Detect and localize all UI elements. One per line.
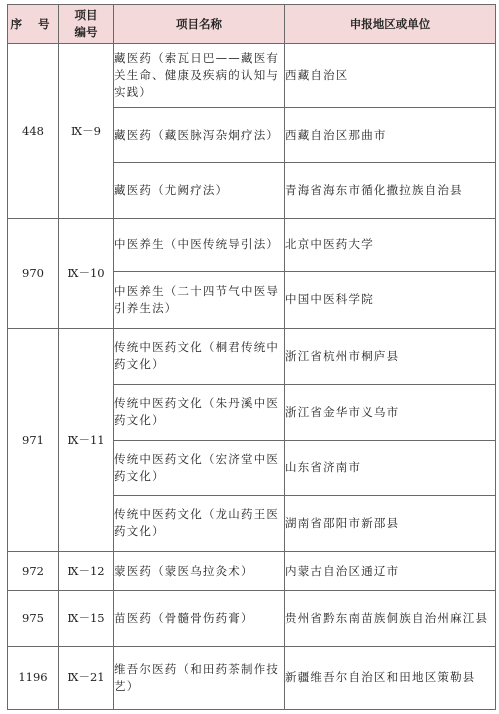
header-code: 项目编号: [59, 5, 114, 44]
project-name-cell: 藏医药（藏医脉泻杂炯疗法）: [114, 108, 285, 163]
project-name-cell: 传统中医药文化（龙山药王医药文化）: [114, 495, 285, 552]
project-name-cell: 传统中医药文化（桐君传统中药文化）: [114, 328, 285, 384]
code-cell: Ⅸ－15: [59, 590, 114, 646]
code-cell: Ⅸ－10: [59, 219, 114, 329]
region-cell: 浙江省杭州市桐庐县: [285, 328, 496, 384]
code-cell: Ⅸ－21: [59, 646, 114, 709]
project-name-cell: 传统中医药文化（宏济堂中医药文化）: [114, 440, 285, 495]
region-cell: 新疆维吾尔自治区和田地区策勒县: [285, 646, 496, 709]
seq-cell: 971: [8, 328, 59, 552]
project-name-cell: 蒙医药（蒙医乌拉灸术）: [114, 552, 285, 590]
region-cell: 内蒙古自治区通辽市: [285, 552, 496, 590]
header-region: 申报地区或单位: [285, 5, 496, 44]
table-row: [8, 646, 496, 709]
table-header-row: [8, 5, 496, 44]
table-row: [8, 219, 496, 272]
project-name-cell: 藏医药（尤阙疗法）: [114, 163, 285, 219]
region-cell: 贵州省黔东南苗族侗族自治州麻江县: [285, 590, 496, 646]
project-name-cell: 传统中医药文化（朱丹溪中医药文化）: [114, 384, 285, 440]
table-row: [8, 44, 496, 108]
project-name-cell: 藏医药（索瓦日巴——藏医有关生命、健康及疾病的认知与实践）: [114, 44, 285, 108]
header-name: 项目名称: [114, 5, 285, 44]
region-cell: 西藏自治区: [285, 44, 496, 108]
code-cell: Ⅸ－12: [59, 552, 114, 590]
region-cell: 中国中医科学院: [285, 271, 496, 328]
project-name-cell: 中医养生（中医传统导引法）: [114, 219, 285, 272]
project-name-cell: 维吾尔医药（和田药茶制作技艺）: [114, 646, 285, 709]
code-cell: Ⅸ－11: [59, 328, 114, 552]
region-cell: 湖南省邵阳市新邵县: [285, 495, 496, 552]
header-seq: 序 号: [8, 5, 59, 44]
seq-cell: 448: [8, 44, 59, 219]
region-cell: 浙江省金华市义乌市: [285, 384, 496, 440]
code-cell: Ⅸ－9: [59, 44, 114, 219]
project-name-cell: 苗医药（骨髓骨伤药膏）: [114, 590, 285, 646]
table-row: [8, 590, 496, 646]
region-cell: 西藏自治区那曲市: [285, 108, 496, 163]
region-cell: 青海省海东市循化撒拉族自治县: [285, 163, 496, 219]
table-row: [8, 552, 496, 590]
project-name-cell: 中医养生（二十四节气中医导引养生法）: [114, 271, 285, 328]
table-row: [8, 328, 496, 384]
heritage-project-table: [7, 4, 496, 710]
seq-cell: 972: [8, 552, 59, 590]
seq-cell: 970: [8, 219, 59, 329]
region-cell: 山东省济南市: [285, 440, 496, 495]
seq-cell: 1196: [8, 646, 59, 709]
seq-cell: 975: [8, 590, 59, 646]
region-cell: 北京中医药大学: [285, 219, 496, 272]
